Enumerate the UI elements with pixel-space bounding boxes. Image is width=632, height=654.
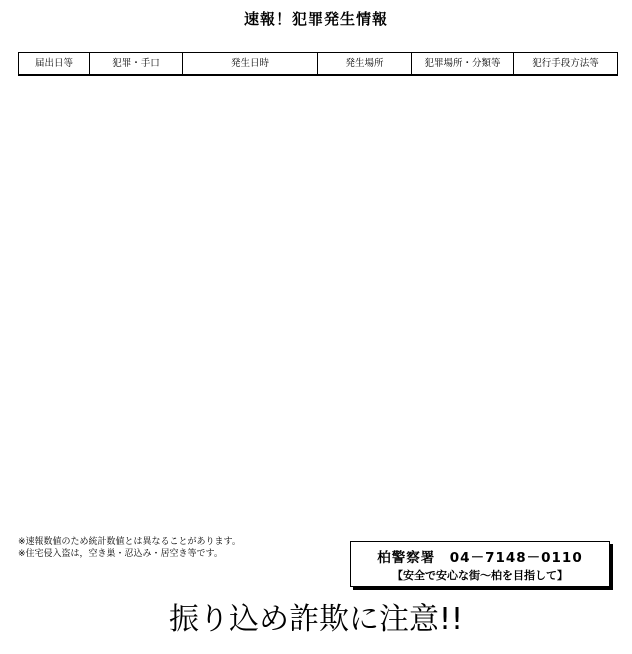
header-site: 犯罪場所・分類等 <box>412 53 514 76</box>
header-place: 発生場所 <box>318 53 412 76</box>
police-slogan: 【安全で安心な街～柏を目指して】 <box>392 569 568 582</box>
notes <box>18 536 241 560</box>
header-time: 発生日時 <box>183 53 318 76</box>
note-line: ※速報数値のため統計数値とは異なることがあります。 <box>18 537 241 547</box>
crime-table <box>18 52 618 76</box>
header-crime: 犯罪・手口 <box>90 53 183 76</box>
header-method: 犯行手段方法等 <box>514 53 618 76</box>
police-phone: 柏警察署 04－7148－0110 <box>377 550 583 566</box>
fraud-warning: 振り込め詐欺に注意!! <box>168 602 464 637</box>
header-date: 届出日等 <box>19 53 90 76</box>
police-contact-box <box>350 541 610 587</box>
page-title: 速報！犯罪発生情報 <box>243 10 388 28</box>
header-row <box>19 53 618 76</box>
note-line: ※住宅侵入盗は，空き巣・忍込み・居空き等です。 <box>18 549 223 559</box>
